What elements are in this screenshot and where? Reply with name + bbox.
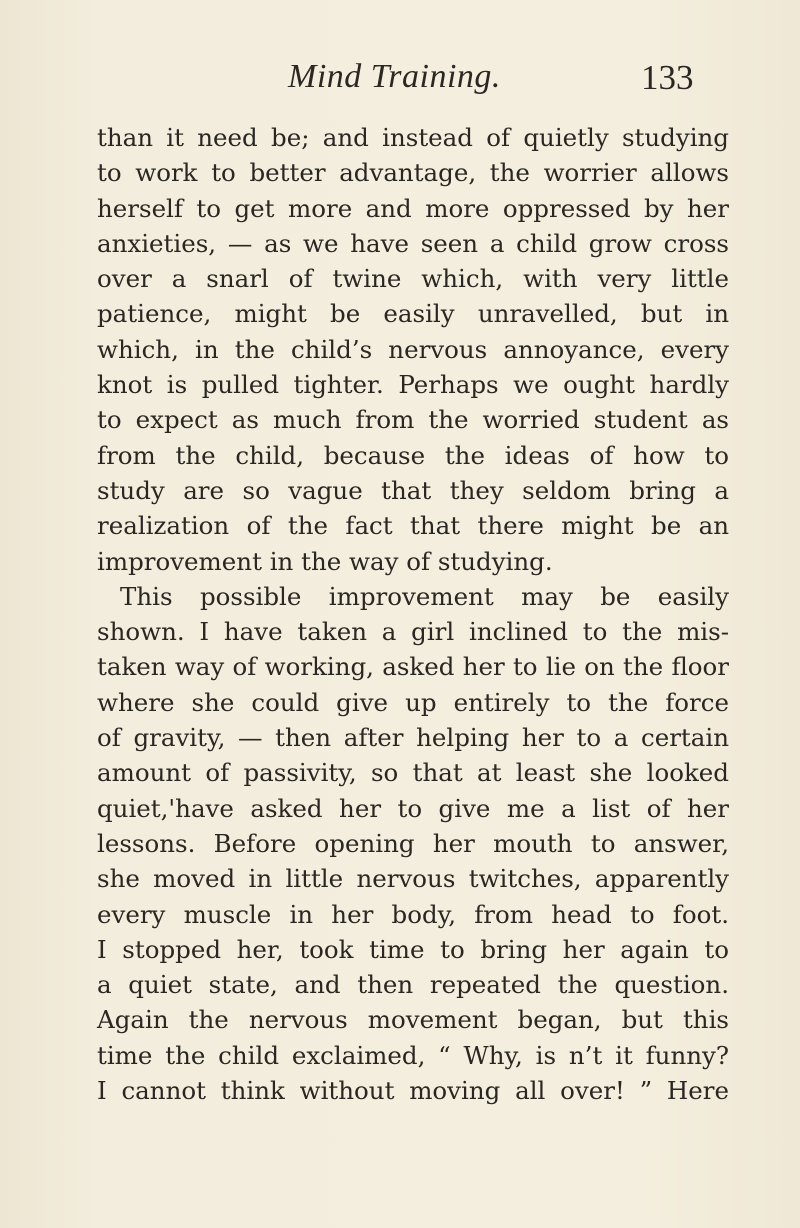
text-line: over a snarl of twine which, with very little [97,264,729,294]
text-line: taken way of working, asked her to lie on the floor [97,652,729,682]
text-line: improvement in the way of studying. [97,546,553,576]
running-head [0,48,800,98]
text-line: of gravity, — then after helping her to a certain [97,723,729,753]
text-line: Again the nervous movement began, but this [97,1005,729,1035]
text-line: a quiet state, and then repeated the question. [97,970,729,1000]
text-line: I cannot think without moving all over! ” Here [97,1076,729,1106]
text-line: time the child exclaimed, “ Why, is n’t it funny? [97,1040,729,1070]
body-text [97,120,729,1108]
text-line: study are so vague that they seldom bring a [97,475,729,505]
text-line: than it need be; and instead of quietly studying [97,123,729,152]
running-title: Mind Training. [288,58,501,95]
text-line: shown. I have taken a girl inclined to the mis- [97,617,729,647]
text-line: which, in the child’s nervous annoyance, every [97,334,729,364]
text-line: where she could give up entirely to the force [97,687,729,717]
text-line: realization of the fact that there might be an [97,511,729,541]
text-line: This possible improvement may be easily [120,581,729,611]
text-line: patience, might be easily unravelled, but in [97,299,729,329]
text-line: to expect as much from the worried student as [97,405,729,435]
text-line: she moved in little nervous twitches, apparently [97,864,729,894]
text-line: to work to better advantage, the worrier allows [97,158,729,188]
text-line: lessons. Before opening her mouth to answer, [97,828,729,858]
text-line: quiet,'have asked her to give me a list of her [97,793,729,823]
page-number: 133 [641,58,694,97]
text-line: anxieties, — as we have seen a child grow cross [97,228,729,258]
text-line: herself to get more and more oppressed by her [97,193,729,223]
text-line: amount of passivity, so that at least she looked [97,758,729,788]
text-line: from the child, because the ideas of how to [97,440,729,470]
text-line: every muscle in her body, from head to foot. [97,899,729,929]
text-line: I stopped her, took time to bring her again to [97,934,729,964]
text-line: knot is pulled tighter. Perhaps we ought hardly [97,370,729,400]
